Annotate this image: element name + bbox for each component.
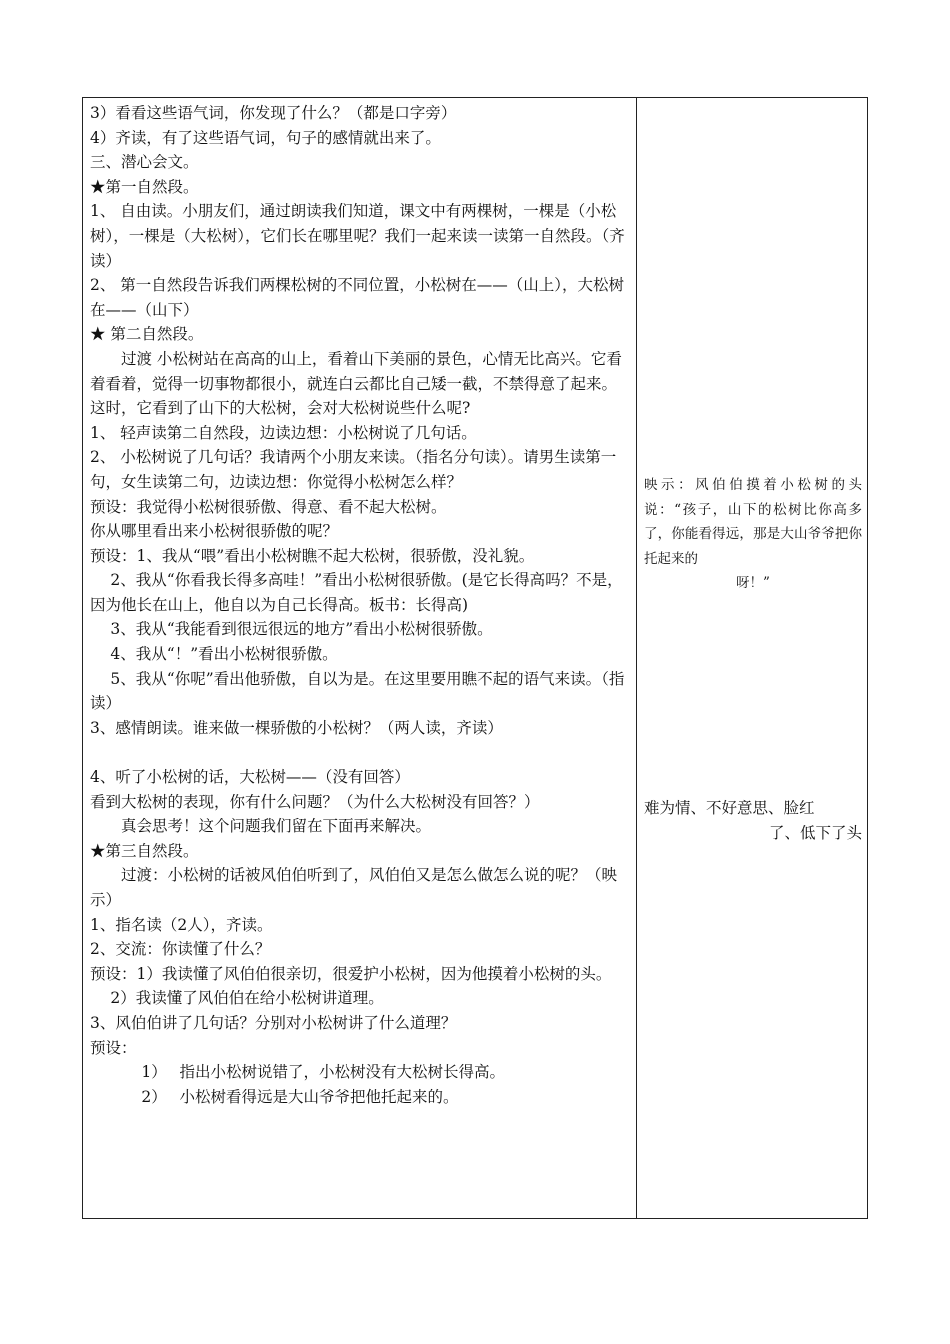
lesson-line: 2） 小松树看得远是大山爷爷把他托起来的。 (90, 1087, 459, 1106)
lesson-line: 3、感情朗读。谁来做一棵骄傲的小松树？（两人读，齐读） (90, 718, 503, 737)
side-note-wind-quote (644, 473, 862, 596)
lesson-line: 2、 第一自然段告诉我们两棵松树的不同位置，小松树在——（山上），大松树在——（山下） (90, 276, 625, 319)
lesson-line: 3、我从“我能看到很远很远的地方”看出小松树很骄傲。 (90, 620, 493, 639)
paragraph-heading: ★ 第二自然段。 (90, 325, 204, 344)
lesson-line: 1、 轻声读第二自然段，边读边想：小松树说了几句话。 (90, 423, 477, 442)
lesson-line: 2、我从“你看我长得多高哇！”看出小松树很骄傲。(是它长得高吗？不是，因为他长在山上，他自以为自己长得高。板书：长得高) (90, 571, 623, 614)
lesson-line: 过渡：小松树的话被风伯伯听到了，风伯伯又是怎么做怎么说的呢？（映示） (90, 866, 618, 909)
lesson-line: 3、风伯伯讲了几句话？分别对小松树讲了什么道理？ (90, 1013, 457, 1032)
side-note-end: 呀！” (736, 575, 770, 592)
lesson-line: 1） 指出小松树说错了，小松树没有大松树长得高。 (90, 1063, 505, 1082)
lesson-line: 看到大松树的表现，你有什么问题？（为什么大松树没有回答？） (90, 792, 540, 811)
lesson-line: 预设：1）我读懂了风伯伯很亲切，很爱护小松树，因为他摸着小松树的头。 (90, 964, 612, 983)
lesson-line: 2）我读懂了风伯伯在给小松树讲道理。 (90, 989, 384, 1008)
blank-line (90, 740, 630, 765)
lesson-line: 预设： (90, 1038, 137, 1057)
paragraph-heading: ★第三自然段。 (90, 841, 199, 860)
lesson-line: 真会思考！这个问题我们留在下面再来解决。 (90, 817, 432, 836)
lesson-line: 4、我从“！”看出小松树很骄傲。 (90, 645, 338, 664)
side-note-feelings (644, 796, 862, 845)
lesson-line: 1、 自由读。小朋友们，通过朗读我们知道，课文中有两棵树，一棵是（小松树），一棵是（大松树），它们长在哪里呢？我们一起来读一读第一自然段。（齐读） (90, 202, 625, 270)
lesson-line: 过渡 小松树站在高高的山上，看着山下美丽的景色，心情无比高兴。它看着看着，觉得一切事物都很小，就连白云都比自己矮一截，不禁得意了起来。这时，它看到了山下的大松树，会对大松树说些什么呢? (90, 349, 622, 418)
lesson-plan-table (82, 97, 868, 1219)
lesson-line: 你从哪里看出来小松树很骄傲的呢？ (90, 522, 339, 541)
lesson-content-column (90, 101, 630, 1109)
side-note-body: 映示：风伯伯摸着小松树的头说：“孩子，山下的松树比你高多了，你能看得远，那是大山爷爷把你托起来的 (644, 477, 862, 567)
lesson-line: 5、我从“你呢”看出他骄傲，自以为是。在这里要用瞧不起的语气来读。（指读） (90, 669, 625, 713)
lesson-line: 2、交流：你读懂了什么？ (90, 940, 271, 959)
lesson-line: 2、 小松树说了几句话？我请两个小朋友来读。（指名分句读）。请男生读第一句，女生读第二句，边读边想：你觉得小松树怎么样？ (90, 448, 617, 491)
column-divider (636, 98, 637, 1218)
paragraph-heading: ★第一自然段。 (90, 177, 199, 196)
lesson-line: 4）齐读，有了这些语气词，句子的感情就出来了。 (90, 128, 441, 147)
lesson-line: 预设：1、我从“喂”看出小松树瞧不起大松树，很骄傲，没礼貌。 (90, 546, 535, 565)
side-note-line: 了、低下了头 (768, 823, 862, 842)
side-note-line: 难为情、不好意思、脸红 (644, 799, 815, 817)
lesson-line: 1、指名读（2人），齐读。 (90, 915, 273, 934)
lesson-line: 预设：我觉得小松树很骄傲、得意、看不起大松树。 (90, 497, 447, 516)
lesson-line: 3）看看这些语气词，你发现了什么？（都是口字旁） (90, 104, 457, 122)
lesson-line: 4、听了小松树的话，大松树——（没有回答） (90, 768, 410, 787)
section-heading: 三、潜心会文。 (90, 153, 199, 172)
